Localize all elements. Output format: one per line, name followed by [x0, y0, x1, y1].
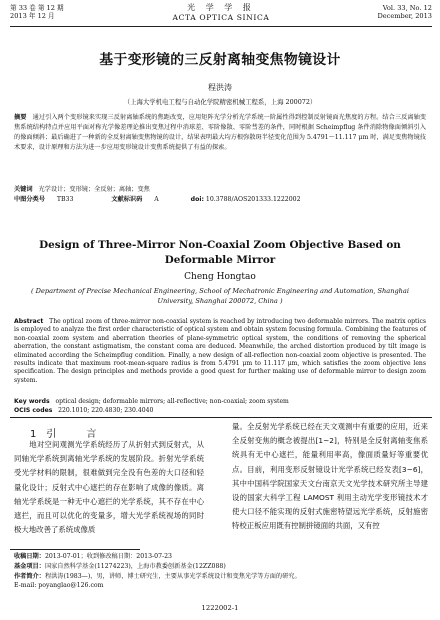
date-cn: 2013 年 12 月 — [10, 12, 55, 20]
page-number: 1222002-1 — [201, 604, 239, 612]
body-column-right — [232, 420, 428, 534]
received-line — [14, 552, 428, 562]
fund-value: 国家自然科学基金(11274223)，上海市教委创新基金(12ZZ088) — [44, 562, 226, 570]
volume-en: Vol. 33, No. 12 — [382, 4, 432, 12]
fund-line — [14, 562, 428, 572]
english-title: Design of Three-Mirror Non-Coaxial Zoom Objective Based on Deformable Mirror — [39, 239, 401, 266]
running-header — [10, 2, 432, 27]
doc-code-label: 文献标识码 — [111, 196, 143, 203]
ocis-label: OCIS codes — [14, 407, 53, 414]
doi-value: 10.3788/AOS201333.1222002 — [205, 196, 301, 203]
english-keywords-text: optical design; deformable mirrors; all-reflective; non-coaxial; zoom system — [55, 398, 289, 405]
chinese-abstract-text: 通过引入两个变形镜来实现三反射离轴系统的焦距改变，应用矩阵光学分析光学系统一阶属性得到控制反射镜面光焦度的方程。结合三反离轴变焦系统结构特点并应用平面对称光学像差理论推出变焦过程中消球差、零阶像散、零阶彗差的条件，同时根据 Scheimpflug 条件消除物像面倾斜引入的像面倾斜；最后确进了一种新的全反射离轴变焦物镜的设计，结果表明最大均方根弥散斑半径变化范围为 5.4791～11.117 μm 时，满足变焦物镜技术要求，设计原理和方法为进一步应用变形镜设计变焦系统提供了有益的探索。 — [14, 114, 427, 151]
bio-line — [14, 572, 428, 582]
chinese-abstract — [14, 113, 426, 153]
journal-name-en: ACTA OPTICA SINICA — [172, 13, 270, 22]
abstract-divider — [10, 417, 432, 418]
bio-value: 程洪涛(1983—)，男，讲师，博士研究生，主要从事光学系统设计和变焦光学等方面的研究。 — [44, 572, 301, 580]
section-title: 引 言 — [46, 429, 107, 440]
english-abstract — [14, 318, 426, 385]
header-center — [10, 3, 432, 23]
author-email: E-mail: poyanglao@126.com — [14, 582, 104, 590]
english-author: Cheng Hongtao — [184, 272, 256, 282]
classification-row — [14, 195, 426, 204]
date-en: December, 2013 — [377, 12, 432, 20]
chinese-keywords-text: 光学设计；变形镜；全反射；离轴；变焦 — [38, 186, 150, 193]
english-keywords-label: Key words — [14, 398, 50, 405]
doi-label: doi: — [190, 196, 204, 203]
received-label: 收稿日期： — [14, 553, 45, 560]
english-abstract-text: The optical zoom of three-mirror non-coaxial system is reached by introducing two deformable mirrors. The matrix optics is employed to analyze the first order characteristic of optical system and obtain system focusing formula. Combining the features of non-coaxial zoom system and aberration theories of plane-symmetric optical system, the conditions of removing the spherical aberration, the constant astigmatism, the constant coma are deduced. Meanwhile, the arched distortion produced by tilt image is eliminated according the Scheimpflug condition. Finally, a new design of all-reflection non-coaxial zoom objective is presented. The results indicate that maximum root-mean-square radius is from 5.4791 μm to 11.117 μm, which satisfies the zoom objective lens specification. The design principles and methods provide a good quest for further making use of deformable mirror to design zoom system. — [14, 318, 426, 384]
journal-name-cn: 光 学 学 报 — [187, 3, 255, 12]
doc-code-value: A — [154, 196, 159, 203]
chinese-author: 程洪涛 — [208, 83, 232, 92]
received-value: 2013-07-01；收到修改稿日期：2013-07-23 — [44, 553, 172, 560]
body-left-text: 地对空间观测光学系统经历了从折射式到反射式，从同轴光学系统到离轴光学系统的发展阶段。折射光学系统受光学材料的限制，很难做到完全没有色差的大口径和轻量化设计；反射式中心遮拦的存在影响了成像的像质。离轴光学系统是一种无中心遮拦的光学系统，其不存在中心遮拦，而且可以优化的变量多，增大光学系统视场的同时极大地改善了系统成像质 — [14, 440, 204, 535]
english-abstract-label: Abstract — [14, 318, 44, 325]
clc-value: TB33 — [56, 196, 74, 203]
chinese-keywords-label: 关键词 — [14, 186, 33, 193]
bio-label: 作者简介： — [14, 572, 45, 580]
footnote-divider — [10, 549, 140, 550]
section-number: 1 — [30, 429, 47, 440]
english-affiliation: ( Department of Precise Mechanical Engineering, School of Mechatronic Engineering and Automation, Shanghai University, Shanghai 200072, China ) — [31, 287, 409, 305]
english-keywords — [14, 397, 426, 406]
volume-cn: 第 33 卷 第 12 期 — [10, 4, 64, 12]
footnotes — [14, 552, 428, 591]
ocis-text: 220.1010; 220.4830; 230.4040 — [58, 407, 154, 414]
body-right-text: 量。全反射光学系统已经在天文观测中有重要的应用，近来全反射变焦的概念被提出[1~2]，特别是全反射离轴变焦系统具有无中心遮拦，能量利用率高，像面质量好等重要优点。目前，利用变形反射镜设计光学系统已经发表[3~6]，其中中国科学院国家天文台南京天文光学技术研究所主导建设的国家大科学工程 LAMOST 利用主动光学变形镜技术才使大口径不能实现的反射式施密特望远光学系统，反射施密特校正板应用既有控制拼镜面的共面，又有控 — [232, 422, 428, 531]
body-column-left — [14, 438, 204, 537]
chinese-affiliation: （上海大学机电工程与自动化学院精密机械工程系，上海 200072） — [123, 98, 317, 106]
ocis-codes — [14, 406, 426, 415]
chinese-title: 基于变形镜的三反射离轴变焦物镜设计 — [99, 52, 341, 68]
fund-label: 基金项目： — [14, 562, 45, 570]
clc-label: 中图分类号 — [14, 196, 45, 203]
header-right — [377, 4, 432, 20]
chinese-abstract-label: 摘要 — [14, 114, 27, 121]
chinese-keywords — [14, 185, 426, 194]
